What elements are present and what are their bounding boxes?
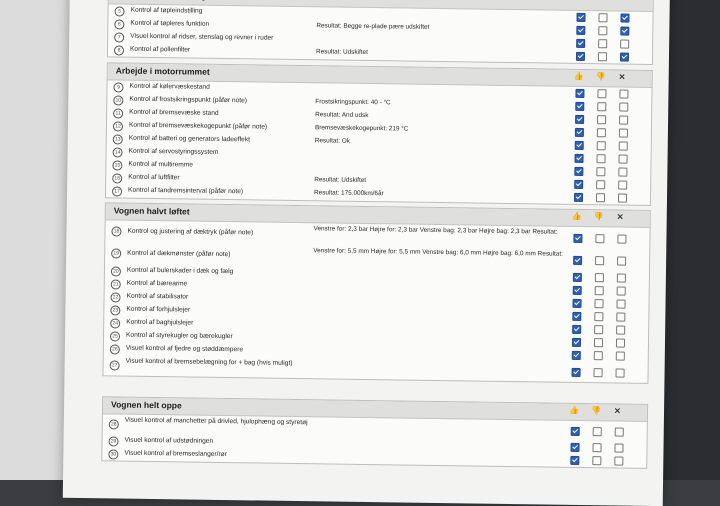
row-number: 16 <box>112 173 122 183</box>
row-number: 17 <box>112 186 122 196</box>
checkbox-ok[interactable] <box>572 368 581 377</box>
section-title <box>117 0 206 1</box>
checkbox-ok[interactable] <box>574 154 583 163</box>
checkbox-not-ok[interactable] <box>597 141 606 150</box>
checkbox-ok[interactable] <box>570 443 579 452</box>
thumbs-down-icon: 👎 <box>595 72 606 82</box>
checkbox-ok[interactable] <box>572 312 581 321</box>
row-label: Kontrol af bulerskader i dæk og fælg <box>126 266 234 276</box>
row-label: Visuel kontrol af bremsebelægning for + bag (hvis muligt) <box>125 357 293 367</box>
row-label: Visuel kontrol af fjedre og støddæmpere <box>125 344 244 354</box>
checkbox-ok[interactable] <box>575 89 584 98</box>
checkbox-na[interactable] <box>619 102 628 111</box>
checkbox-na[interactable] <box>620 52 629 61</box>
row-number: 24 <box>110 318 120 328</box>
checkbox-na[interactable] <box>616 299 625 308</box>
checkbox-na[interactable] <box>620 14 629 23</box>
checkbox-not-ok[interactable] <box>595 273 604 282</box>
row-number: 12 <box>113 121 123 131</box>
row-number: 30 <box>108 449 118 459</box>
row-label: Kontrol af forhjulslejer <box>126 305 191 314</box>
checkbox-ok[interactable] <box>574 167 583 176</box>
cross-icon: ✕ <box>616 212 624 222</box>
row-label: Kontrol af baghjulslejer <box>126 318 194 327</box>
row-result <box>316 35 576 39</box>
checkbox-na[interactable] <box>616 368 625 377</box>
row-result: Resultat: Begge re-plade pære udskiftet <box>316 22 430 31</box>
checkbox-not-ok[interactable] <box>594 325 603 334</box>
row-number: 29 <box>108 436 118 446</box>
checkbox-not-ok[interactable] <box>595 286 604 295</box>
checkbox-na[interactable] <box>617 273 626 282</box>
checkbox-na[interactable] <box>618 167 627 176</box>
row-label: Visuel kontrol af udstødningen <box>124 436 214 445</box>
checkbox-not-ok[interactable] <box>597 128 606 137</box>
row-number: 21 <box>111 279 121 289</box>
checkbox-ok[interactable] <box>572 338 581 347</box>
row-result <box>316 85 576 89</box>
row-result: Resultat: Udskiftet <box>315 48 368 56</box>
row-label: Kontrol af multiremme <box>128 160 193 169</box>
cross-icon: ✕ <box>613 406 621 416</box>
checkbox-ok[interactable] <box>572 299 581 308</box>
inspection-sheet <box>63 0 670 506</box>
row-label: Kontrol af styrekugler og bærekugler <box>125 331 233 341</box>
checkbox-ok[interactable] <box>576 52 585 61</box>
checkbox-na[interactable] <box>620 27 629 36</box>
checkbox-not-ok[interactable] <box>592 456 601 465</box>
checkbox-not-ok[interactable] <box>598 39 607 48</box>
checkbox-not-ok[interactable] <box>597 89 606 98</box>
checkbox-not-ok[interactable] <box>598 26 607 35</box>
row-number: 8 <box>114 45 124 55</box>
checkbox-ok[interactable] <box>573 286 582 295</box>
checkbox-not-ok[interactable] <box>594 338 603 347</box>
row-number: 28 <box>109 419 119 429</box>
row-result: Resultat: 175.000km/6år <box>314 189 384 198</box>
checkbox-na[interactable] <box>616 325 625 334</box>
row-label: Kontrol af stabilisator <box>126 292 189 301</box>
section-on-floor <box>107 0 654 65</box>
checkbox-ok[interactable] <box>575 141 584 150</box>
row-number: 13 <box>113 134 123 144</box>
checkbox-not-ok[interactable] <box>594 299 603 308</box>
checkbox-na[interactable] <box>617 234 626 243</box>
checkbox-ok[interactable] <box>576 13 585 22</box>
checkbox-ok[interactable] <box>573 256 582 265</box>
row-result: Venstre for: 5,5 mm Højre for: 5,5 mm Venstre bag: 6,0 mm Højre bag: 6,0 mm Resultat: <box>313 247 563 258</box>
row-number: 14 <box>113 147 123 157</box>
row-number: 27 <box>110 360 120 370</box>
row-result: Resultat: Udskiftet <box>314 176 367 184</box>
checkbox-ok[interactable] <box>571 427 580 436</box>
checkbox-na[interactable] <box>619 115 628 124</box>
row-result: Frostsikringspunkt: 40 - °C <box>315 98 391 107</box>
checkbox-na[interactable] <box>620 39 629 48</box>
checkbox-na[interactable] <box>619 89 628 98</box>
row-label: Kontrol af servostyringssystem <box>128 147 219 156</box>
checkbox-na[interactable] <box>619 128 628 137</box>
row-label: Kontrol af bremsevæske stand <box>129 108 219 117</box>
checkbox-na[interactable] <box>616 351 625 360</box>
row-number: 7 <box>114 32 124 42</box>
row-result <box>314 163 574 167</box>
checkbox-not-ok[interactable] <box>594 351 603 360</box>
checkbox-ok[interactable] <box>576 26 585 35</box>
row-number: 5 <box>114 6 124 16</box>
thumbs-up-icon: 👍 <box>568 405 580 415</box>
checkbox-not-ok[interactable] <box>597 102 606 111</box>
row-label: Kontrol af tøpleindstilling <box>130 6 203 15</box>
checkbox-ok[interactable] <box>575 115 584 124</box>
checkbox-ok[interactable] <box>570 456 579 465</box>
section-title: Vognen halvt løftet <box>113 205 190 217</box>
section-fully-lifted <box>101 396 648 469</box>
checkbox-ok[interactable] <box>574 180 583 189</box>
checkbox-na[interactable] <box>618 154 627 163</box>
checkbox-na[interactable] <box>615 427 624 436</box>
row-label: Kontrol af tandremsinterval (påfør note) <box>128 186 244 196</box>
checkbox-not-ok[interactable] <box>596 180 605 189</box>
row-number: 20 <box>111 266 121 276</box>
cross-icon: ✕ <box>618 72 626 82</box>
row-result <box>317 9 577 13</box>
row-label: Kontrol af kølervæskestand <box>129 82 210 91</box>
checkbox-not-ok[interactable] <box>596 193 605 202</box>
row-number: 15 <box>112 160 122 170</box>
checkbox-not-ok[interactable] <box>594 312 603 321</box>
checkbox-not-ok[interactable] <box>597 115 606 124</box>
checkbox-ok[interactable] <box>573 234 582 243</box>
row-result: Resultat: Ok <box>314 137 350 145</box>
row-number: 22 <box>111 292 121 302</box>
row-label: Visuel kontrol af bremseslanger/rør <box>124 449 227 459</box>
checkbox-na[interactable] <box>617 286 626 295</box>
row-result: Resultat: And udsk <box>315 111 369 119</box>
row-label: Kontrol af dækmønster (påfør note) <box>127 249 231 259</box>
checkbox-na[interactable] <box>614 443 623 452</box>
checkbox-ok[interactable] <box>575 128 584 137</box>
checkbox-not-ok[interactable] <box>594 368 603 377</box>
checkbox-na[interactable] <box>617 256 626 265</box>
checkbox-not-ok[interactable] <box>595 256 604 265</box>
row-label: Kontrol af batteri og generators ladeeffekt <box>128 134 251 144</box>
checkbox-ok[interactable] <box>573 273 582 282</box>
row-label: Kontrol af tøpleres funktion <box>130 19 210 28</box>
row-label: Kontrol af bærearme <box>126 279 188 288</box>
row-number: 19 <box>111 248 121 258</box>
checkbox-na[interactable] <box>616 338 625 347</box>
row-label: Visuel kontrol af ridser, stenslag og revner i ruder <box>130 32 274 42</box>
checkbox-ok[interactable] <box>572 351 581 360</box>
thumbs-up-icon: 👍 <box>573 71 584 81</box>
checkbox-na[interactable] <box>614 456 623 465</box>
checkbox-not-ok[interactable] <box>596 167 605 176</box>
checkbox-ok[interactable] <box>572 325 581 334</box>
row-number: 25 <box>110 331 120 341</box>
section-half-lifted <box>102 202 650 384</box>
checkbox-not-ok[interactable] <box>596 154 605 163</box>
checkbox-na[interactable] <box>618 180 627 189</box>
row-result: Bremsevæskekogepunkt: 219 °C <box>314 124 409 133</box>
row-number: 9 <box>113 82 123 92</box>
checkbox-ok[interactable] <box>575 102 584 111</box>
checkbox-not-ok[interactable] <box>593 427 602 436</box>
row-result: Venstre for: 2,3 bar Højre for: 2,3 bar Venstre bag: 2,3 bar Højre bag: 2,3 bar Resultat: <box>313 225 558 236</box>
row-number: 26 <box>110 344 120 354</box>
row-label: Kontrol af frostsikringspunkt (påfør note) <box>129 95 248 105</box>
row-result <box>315 150 575 154</box>
checkbox-not-ok[interactable] <box>598 13 607 22</box>
row-label: Kontrol af bremsevæskekogepunkt (påfør note) <box>128 121 268 131</box>
checkbox-na[interactable] <box>618 193 627 202</box>
checkbox-na[interactable] <box>616 312 625 321</box>
section-title: Vognen helt oppe <box>111 399 182 411</box>
checkbox-ok[interactable] <box>576 39 585 48</box>
thumbs-up-icon: 👍 <box>571 211 582 221</box>
row-label: Kontrol af luftfilter <box>128 173 180 182</box>
thumbs-down-icon: 👎 <box>590 406 602 416</box>
row-number: 10 <box>113 95 123 105</box>
checkbox-ok[interactable] <box>574 193 583 202</box>
checkbox-not-ok[interactable] <box>598 52 607 61</box>
thumbs-down-icon: 👎 <box>593 212 604 222</box>
section-engine-bay <box>105 62 653 206</box>
checkbox-not-ok[interactable] <box>592 443 601 452</box>
row-number: 11 <box>113 108 123 118</box>
row-label: Kontrol og justering af dæktryk (påfør note) <box>127 227 254 237</box>
checkbox-not-ok[interactable] <box>595 234 604 243</box>
section-title: Arbejde i motorrummet <box>115 65 210 77</box>
checkbox-na[interactable] <box>619 141 628 150</box>
row-number: 6 <box>114 19 124 29</box>
row-label: Visuel kontrol af manchetter på drivled, hjulophæng og styretøj <box>124 416 308 427</box>
row-number: 18 <box>111 226 121 236</box>
row-number: 23 <box>110 305 120 315</box>
row-label: Kontrol af pollenfilter <box>129 45 191 54</box>
